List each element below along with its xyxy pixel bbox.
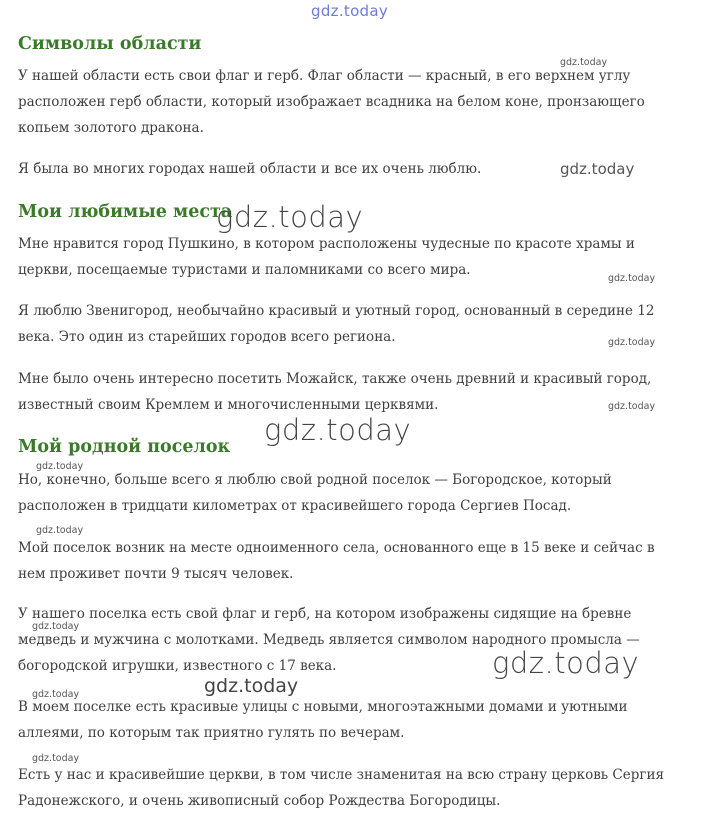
watermark: gdz.today [32, 753, 80, 764]
paragraph: У нашей области есть свои флаг и герб. Флаг области — красный, в его верхнем углу расположен герб области, который изображает всадника на белом коне, пронзающего копьем золотого дракона. [18, 68, 645, 136]
paragraph: У нашего поселка есть свой флаг и герб, на котором изображены сидящие на бревне медведь и мужчина с молотками. Медведь является символом народного промысла — богородской игрушки, известного с 17 века. [18, 606, 640, 674]
watermark: gdz.today [36, 525, 84, 536]
watermark: gdz.today [608, 273, 656, 284]
section-heading-favorite-places: Мои любимые места [18, 202, 233, 222]
watermark: gdz.today [264, 413, 412, 447]
section-heading-home-village: Мой родной поселок [18, 437, 231, 457]
paragraph: Но, конечно, больше всего я люблю свой родной поселок — Богородское, который расположен в тридцати километрах от красивейшего города Сергиев Посад. [18, 472, 612, 514]
paragraph: В моем поселке есть красивые улицы с новыми, многоэтажными домами и уютными аллеями, по которым так приятно гулять по вечерам. [18, 699, 628, 741]
paragraph: Мой поселок возник на месте одноименного села, основанного еще в 15 веке и сейчас в нем проживет почти 9 тысяч человек. [18, 540, 655, 582]
watermark: gdz.today [608, 401, 656, 412]
watermark: gdz.today [36, 461, 84, 472]
watermark: gdz.today [608, 337, 656, 348]
watermark: gdz.today [560, 57, 608, 68]
watermark-top: gdz.today [311, 2, 389, 20]
watermark: gdz.today [32, 621, 80, 632]
watermark: gdz.today [560, 160, 635, 178]
section-heading-symbols: Символы области [18, 34, 202, 54]
watermark: gdz.today [204, 675, 299, 697]
watermark: gdz.today [216, 200, 364, 234]
watermark: gdz.today [492, 646, 640, 680]
paragraph: Я люблю Звенигород, необычайно красивый и уютный город, основанный в середине 12 века. Это один из старейших городов всего региона. [18, 303, 655, 345]
paragraph: Мне было очень интересно посетить Можайск, также очень древний и красивый город, известный своим Кремлем и многочисленными церквями. [18, 371, 652, 413]
paragraph: Я была во многих городах нашей области и все их очень люблю. [18, 161, 482, 177]
paragraph: Есть у нас и красивейшие церкви, в том числе знаменитая на всю страну церковь Сергия Радонежского, и очень живописный собор Рождества Богородицы. [18, 767, 664, 809]
paragraph: Мне нравится город Пушкино, в котором расположены чудесные по красоте храмы и церкви, посещаемые туристами и паломниками со всего мира. [18, 236, 635, 278]
watermark: gdz.today [32, 689, 80, 700]
